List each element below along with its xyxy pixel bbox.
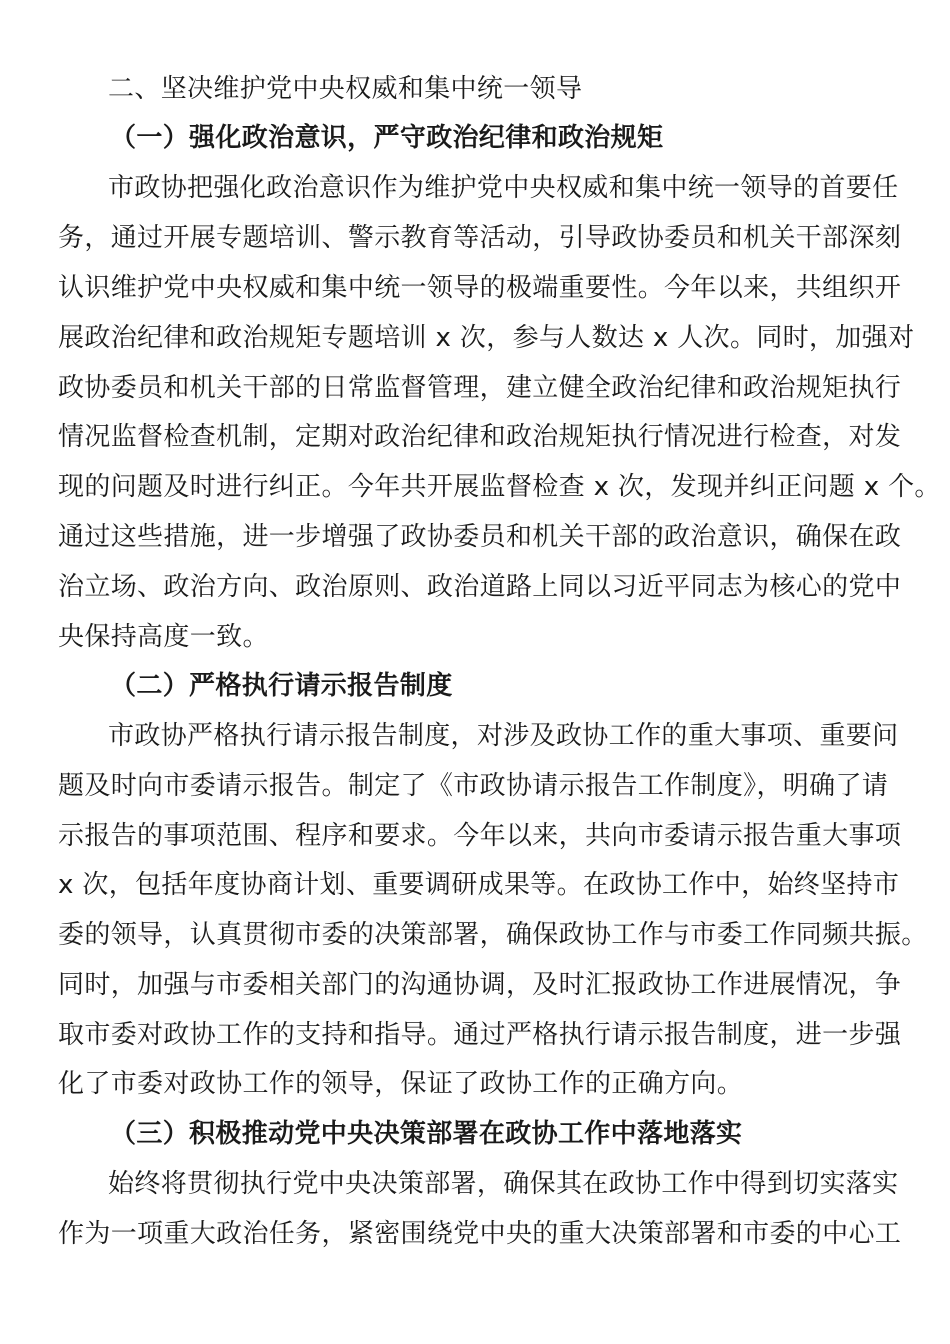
paragraph-line: 市政协严格执行请示报告制度，对涉及政协工作的重大事项、重要问: [108, 721, 899, 751]
paragraph-line: x 次，包括年度协商计划、重要调研成果等。在政协工作中，始终坚持市: [58, 870, 900, 900]
paragraph-line: 现的问题及时进行纠正。今年共开展监督检查 x 次，发现并纠正问题 x 个。: [58, 472, 941, 502]
paragraph-line: 情况监督检查机制，定期对政治纪律和政治规矩执行情况进行检查，对发: [58, 422, 902, 452]
paragraph-line: 务，通过开展专题培训、警示教育等活动，引导政协委员和机关干部深刻: [58, 223, 902, 253]
section-heading: 二、坚决维护党中央权威和集中统一领导: [108, 74, 583, 104]
paragraph-line: 取市委对政协工作的支持和指导。通过严格执行请示报告制度，进一步强: [58, 1020, 902, 1050]
paragraph-line: 始终将贯彻执行党中央决策部署，确保其在政协工作中得到切实落实: [108, 1169, 899, 1199]
subsection-heading-1: （一）强化政治意识，严守政治纪律和政治规矩: [110, 123, 664, 153]
paragraph-line: 同时，加强与市委相关部门的沟通协调，及时汇报政协工作进展情况，争: [58, 970, 902, 1000]
subsection-heading-3: （三）积极推动党中央决策部署在政协工作中落地落实: [110, 1119, 743, 1149]
paragraph-line: 认识维护党中央权威和集中统一领导的极端重要性。今年以来，共组织开: [58, 273, 902, 303]
paragraph-line: 作为一项重大政治任务，紧密围绕党中央的重大决策部署和市委的中心工: [58, 1219, 902, 1249]
paragraph-line: 化了市委对政协工作的领导，保证了政协工作的正确方向。: [58, 1069, 744, 1099]
paragraph-line: 示报告的事项范围、程序和要求。今年以来，共向市委请示报告重大事项: [58, 821, 902, 851]
paragraph-line: 央保持高度一致。: [58, 622, 269, 652]
paragraph-line: 通过这些措施，进一步增强了政协委员和机关干部的政治意识，确保在政: [58, 522, 902, 552]
subsection-heading-2: （二）严格执行请示报告制度: [110, 671, 453, 701]
paragraph-line: 政协委员和机关干部的日常监督管理，建立健全政治纪律和政治规矩执行: [58, 373, 902, 403]
paragraph-line: 题及时向市委请示报告。制定了《市政协请示报告工作制度》，明确了请: [58, 771, 889, 801]
paragraph-line: 委的领导，认真贯彻市委的决策部署，确保政协工作与市委工作同频共振。: [58, 920, 928, 950]
paragraph-line: 治立场、政治方向、政治原则、政治道路上同以习近平同志为核心的党中: [58, 572, 902, 602]
paragraph-line: 展政治纪律和政治规矩专题培训 x 次，参与人数达 x 人次。同时，加强对: [58, 323, 915, 353]
paragraph-line: 市政协把强化政治意识作为维护党中央权威和集中统一领导的首要任: [108, 173, 899, 203]
